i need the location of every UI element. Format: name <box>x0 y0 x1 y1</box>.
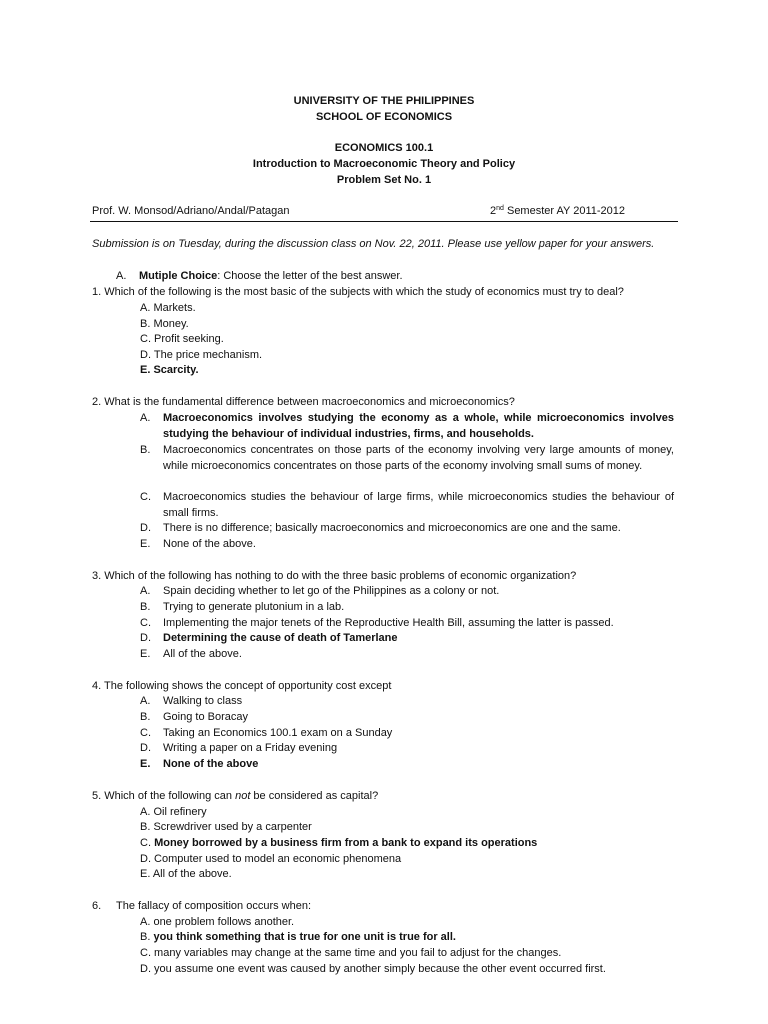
q6-option-d: D. you assume one event was caused by another simply because the other event occurred first. <box>140 963 606 975</box>
q4-option-c: Taking an Economics 100.1 exam on a Sunday <box>163 727 393 739</box>
professors: Prof. W. Monsod/Adriano/Andal/Patagan <box>92 205 290 217</box>
q2-option-c: Macroeconomics studies the behaviour of large firms, while microeconomics studies the behaviour of small firms. <box>163 491 674 519</box>
school-name: SCHOOL OF ECONOMICS <box>315 111 453 123</box>
q3-letter-b: B. <box>140 601 151 613</box>
q5-option-c-text: Money borrowed by a business firm from a bank to expand its operations <box>154 837 538 849</box>
q5-option-e: E. All of the above. <box>140 868 232 880</box>
q5-option-b: B. Screwdriver used by a carpenter <box>140 821 312 833</box>
q2-option-e: None of the above. <box>163 538 256 550</box>
semester-ordinal: nd <box>496 205 504 212</box>
question-2: 2. What is the fundamental difference between macroeconomics and microeconomics? <box>92 396 515 408</box>
q4-letter-e: E. <box>140 758 151 770</box>
q3-letter-c: C. <box>140 617 151 629</box>
q1-option-c: C. Profit seeking. <box>140 333 224 345</box>
q6-option-c: C. many variables may change at the same time and you fail to adjust for the changes. <box>140 947 562 959</box>
semester-number: 2 <box>490 205 497 217</box>
q5-option-c <box>140 836 537 852</box>
q3-letter-d: D. <box>140 632 151 644</box>
section-a-title: Mutiple Choice <box>139 270 218 282</box>
q3-letter-e: E. <box>140 648 151 660</box>
course-code: ECONOMICS 100.1 <box>334 142 434 154</box>
q2-option-b: Macroeconomics concentrates on those parts of the economy involving very large amounts of money, while microeconomics concentrates on those parts of the economy involving small sums of money. <box>163 444 674 472</box>
question-6: The fallacy of composition occurs when: <box>116 900 312 912</box>
q1-option-e: E. Scarcity. <box>140 364 199 376</box>
semester <box>490 204 625 220</box>
q2-letter-d: D. <box>140 522 151 534</box>
q5-text-pre: 5. Which of the following can <box>92 790 236 802</box>
question-3: 3. Which of the following has nothing to do with the three basic problems of economic organization? <box>92 570 577 582</box>
q4-option-a: Walking to class <box>163 695 243 707</box>
university-name: UNIVERSITY OF THE PHILIPPINES <box>293 95 475 107</box>
q3-option-e: All of the above. <box>163 648 242 660</box>
q2-option-d: There is no difference; basically macroeconomics and microeconomics are one and the same. <box>163 522 621 534</box>
q1-option-d: D. The price mechanism. <box>140 349 263 361</box>
section-a-letter: A. <box>116 270 127 282</box>
q4-letter-b: B. <box>140 711 151 723</box>
q6-option-a: A. one problem follows another. <box>140 916 295 928</box>
q5-option-a: A. Oil refinery <box>140 806 207 818</box>
q6-option-b-text: you think something that is true for one unit is true for all. <box>153 931 456 943</box>
problem-set-title: Problem Set No. 1 <box>336 174 432 186</box>
q2-option-a: Macroeconomics involves studying the economy as a whole, while microeconomics involves studying the behaviour of individual industries, firms, and households. <box>163 412 674 440</box>
q5-text-emphasis: not <box>235 790 251 802</box>
submission-instructions: Submission is on Tuesday, during the discussion class on Nov. 22, 2011. Please use yellow paper for your answers. <box>92 238 655 250</box>
q4-option-d: Writing a paper on a Friday evening <box>163 742 338 754</box>
q4-letter-c: C. <box>140 727 151 739</box>
question-1: 1. Which of the following is the most basic of the subjects with which the study of economics must try to deal? <box>92 286 624 298</box>
q1-option-b: B. Money. <box>140 318 189 330</box>
course-title: Introduction to Macroeconomic Theory and Policy <box>252 158 516 170</box>
q3-option-a: Spain deciding whether to let go of the Philippines as a colony or not. <box>163 585 500 597</box>
q3-letter-a: A. <box>140 585 151 597</box>
q6-option-b <box>140 930 456 946</box>
q1-option-a: A. Markets. <box>140 302 196 314</box>
q6-number: 6. <box>92 900 102 912</box>
question-5 <box>92 789 378 805</box>
header-divider <box>90 221 678 222</box>
q3-option-b: Trying to generate plutonium in a lab. <box>163 601 345 613</box>
q3-option-c: Implementing the major tenets of the Reproductive Health Bill, assuming the latter is passed. <box>163 617 614 629</box>
q4-option-e: None of the above <box>163 758 259 770</box>
semester-rest: Semester AY 2011-2012 <box>503 205 626 217</box>
q2-letter-e: E. <box>140 538 151 550</box>
q6-option-b-letter: B. <box>140 931 154 943</box>
q2-letter-a: A. <box>140 412 151 424</box>
q4-letter-d: D. <box>140 742 151 754</box>
section-a-instruction: : Choose the letter of the best answer. <box>217 270 403 282</box>
q4-letter-a: A. <box>140 695 151 707</box>
q5-option-d: D. Computer used to model an economic phenomena <box>140 853 402 865</box>
q3-option-d: Determining the cause of death of Tamerlane <box>163 632 398 644</box>
q5-text-post: be considered as capital? <box>250 790 379 802</box>
q4-option-b: Going to Boracay <box>163 711 248 723</box>
q2-letter-b: B. <box>140 444 151 456</box>
q2-letter-c: C. <box>140 491 151 503</box>
q5-option-c-letter: C. <box>140 837 155 849</box>
section-a-heading <box>116 269 403 285</box>
question-4: 4. The following shows the concept of opportunity cost except <box>92 680 392 692</box>
